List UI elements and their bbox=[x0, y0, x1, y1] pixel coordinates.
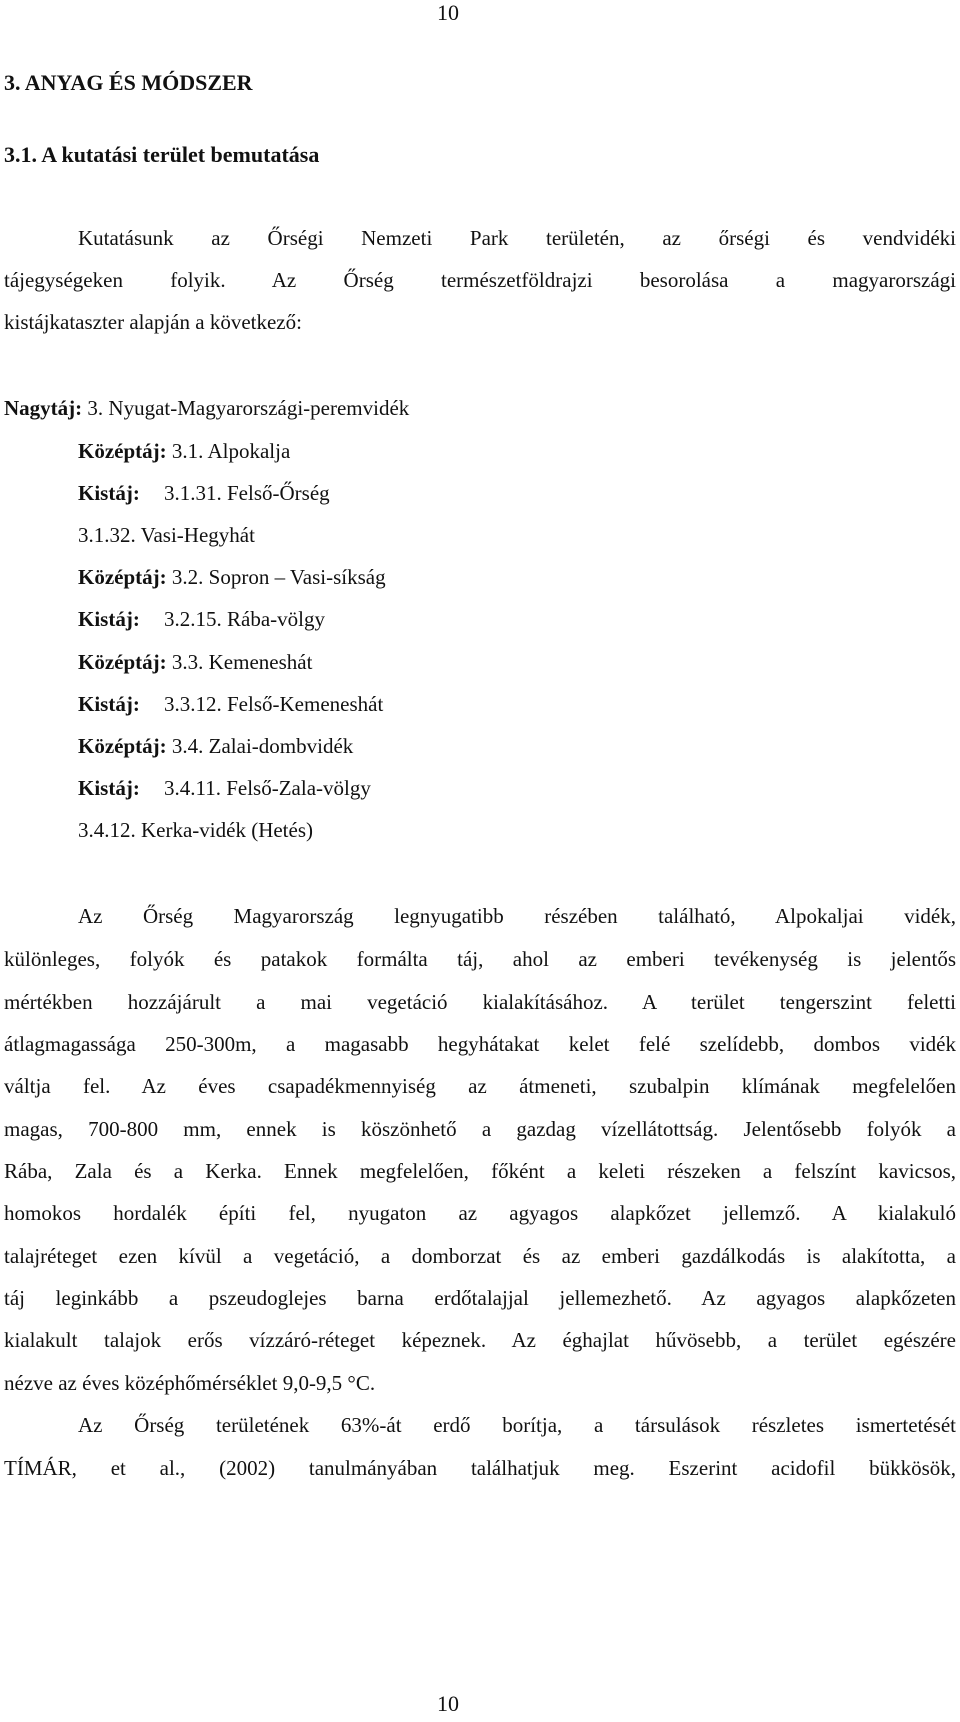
row-value: 3.2. Sopron – Vasi-síkság bbox=[171, 565, 386, 589]
classification-row bbox=[78, 439, 290, 464]
classification-row bbox=[78, 776, 371, 801]
classification-row bbox=[78, 692, 383, 717]
classification-row bbox=[78, 523, 255, 548]
row-value: 3.1.31. Felső-Őrség bbox=[164, 481, 330, 505]
paragraph1-line: különleges, folyók és patakok formálta táj, ahol az emberi tevékenység is jelentős bbox=[4, 947, 956, 971]
classification-row bbox=[78, 818, 313, 843]
paragraph1-line: nézve az éves középhőmérséklet 9,0-9,5 °C. bbox=[4, 1371, 376, 1395]
classification-row bbox=[78, 607, 325, 632]
classification-row bbox=[78, 650, 312, 675]
chapter-heading: 3. ANYAG ÉS MÓDSZER bbox=[4, 70, 253, 95]
paragraph1-line: Rába, Zala és a Kerka. Ennek megfelelően, főként a keleti részeken a felszínt kavicsos, bbox=[4, 1159, 956, 1183]
classification-row bbox=[78, 565, 386, 590]
paragraph2-line: Az Őrség területének 63%-át erdő borítja, a társulások részletes ismertetését bbox=[78, 1413, 956, 1437]
row-value: 3.4. Zalai-dombvidék bbox=[171, 734, 354, 758]
paragraph1-line: magas, 700-800 mm, ennek is köszönhető a gazdag vízellátottság. Jelentősebb folyók a bbox=[4, 1117, 956, 1141]
row-label: Középtáj: bbox=[78, 565, 167, 589]
row-label: Középtáj: bbox=[78, 734, 167, 758]
row-value: 3.3.12. Felső-Kemeneshát bbox=[164, 692, 384, 716]
intro-line: Kutatásunk az Őrségi Nemzeti Park területén, az őrségi és vendvidéki bbox=[78, 226, 956, 250]
paragraph1-line: kialakult talajok erős vízzáró-réteget képeznek. Az éghajlat hűvösebb, a terület egészére bbox=[4, 1328, 956, 1352]
row-value: 3.2.15. Rába-völgy bbox=[164, 607, 325, 631]
paragraph1-line: talajréteget ezen kívül a vegetáció, a domborzat és az emberi gazdálkodás is alakította, a bbox=[4, 1244, 956, 1268]
section-heading: 3.1. A kutatási terület bemutatása bbox=[4, 142, 320, 167]
page-number-bottom: 10 bbox=[437, 1691, 459, 1716]
paragraph1-line: homokos hordalék építi fel, nyugaton az agyagos alapkőzet jellemző. A kialakuló bbox=[4, 1201, 956, 1225]
nagytaj-value: 3. Nyugat-Magyarországi-peremvidék bbox=[87, 396, 410, 420]
paragraph1-line: Az Őrség Magyarország legnyugatibb részében található, Alpokaljai vidék, bbox=[78, 904, 956, 928]
page-number-top: 10 bbox=[437, 0, 459, 25]
paragraph1-line: mértékben hozzájárult a mai vegetáció kialakításához. A terület tengerszint feletti bbox=[4, 990, 956, 1014]
nagytaj-label: Nagytáj: bbox=[4, 396, 83, 420]
nagytaj-row bbox=[4, 396, 409, 421]
row-value: 3.3. Kemeneshát bbox=[171, 650, 313, 674]
row-label: Középtáj: bbox=[78, 439, 167, 463]
row-value: 3.4.11. Felső-Zala-völgy bbox=[164, 776, 371, 800]
intro-line: kistájkataszter alapján a következő: bbox=[4, 310, 302, 334]
classification-row bbox=[78, 734, 353, 759]
row-label: Kistáj: bbox=[78, 481, 140, 505]
paragraph1-line: váltja fel. Az éves csapadékmennyiség az átmeneti, szubalpin klímának megfelelően bbox=[4, 1074, 956, 1098]
row-value: 3.4.12. Kerka-vidék (Hetés) bbox=[78, 818, 313, 842]
paragraph1-line: táj leginkább a pszeudoglejes barna erdőtalajjal jellemezhető. Az agyagos alapkőzeten bbox=[4, 1286, 956, 1310]
row-value: 3.1. Alpokalja bbox=[171, 439, 291, 463]
classification-row bbox=[78, 481, 330, 506]
row-label: Középtáj: bbox=[78, 650, 167, 674]
row-label: Kistáj: bbox=[78, 692, 140, 716]
paragraph1-line: átlagmagassága 250-300m, a magasabb hegyhátakat kelet felé szelídebb, dombos vidék bbox=[4, 1032, 956, 1056]
intro-line: tájegységeken folyik. Az Őrség természetföldrajzi besorolása a magyarországi bbox=[4, 268, 956, 292]
row-label: Kistáj: bbox=[78, 607, 140, 631]
row-label: Kistáj: bbox=[78, 776, 140, 800]
row-value: 3.1.32. Vasi-Hegyhát bbox=[78, 523, 255, 547]
paragraph2-line: TÍMÁR, et al., (2002) tanulmányában találhatjuk meg. Eszerint acidofil bükkösök, bbox=[4, 1456, 956, 1480]
